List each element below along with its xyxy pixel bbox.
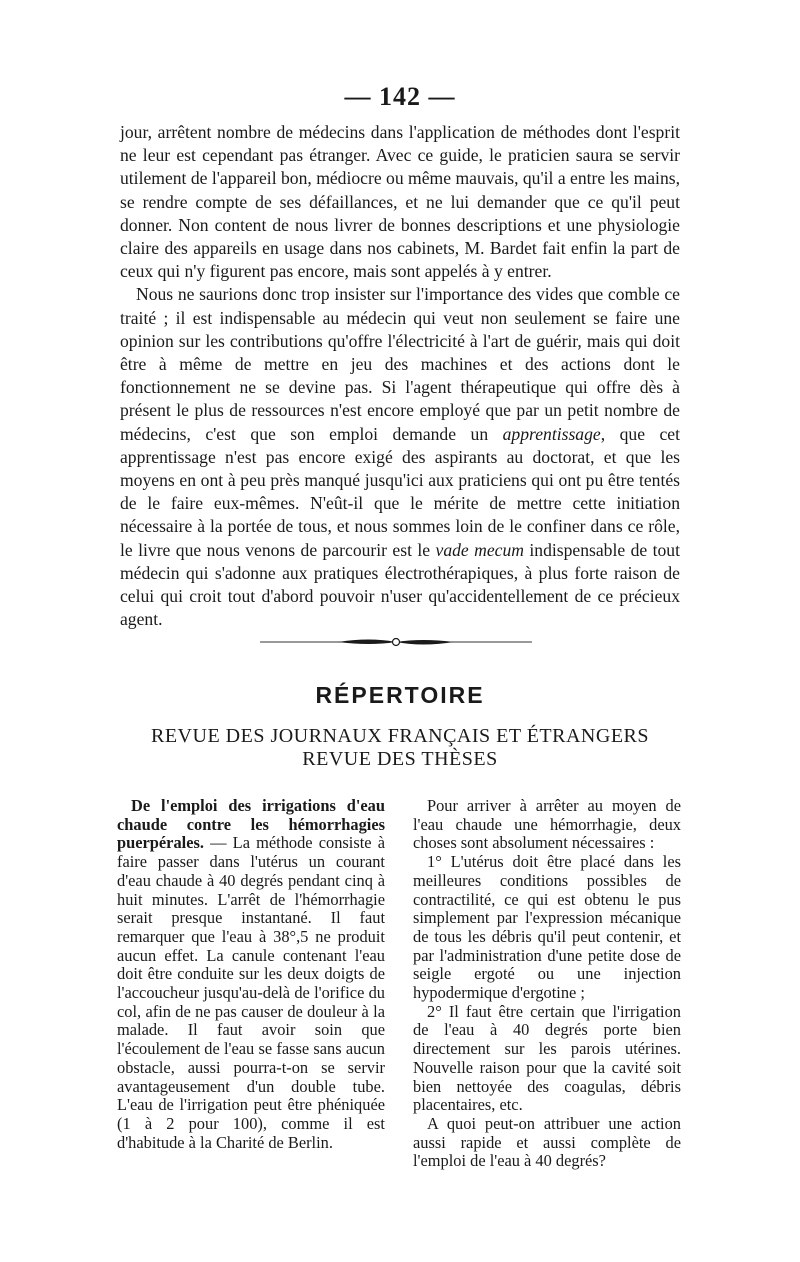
intro-paragraph-1: jour, arrêtent nombre de médecins dans l'application de méthodes dont l'esprit ne leur est cependant pas étranger. Avec ce guide, le praticien saura se servir utilement de l'appareil bon, médiocre ou même mauvais, qu'il a entre les mains, se rendre compte de ses défaillances, et ne lui demander que ce qu'il peut donner. Non content de nous livrer de bonnes descriptions et une physiologie claire des appareils en usage dans nos cabinets, M. Bardet fait enfin la part de ceux qui n'y figurent pas encore, mais sont appelés à y entrer.	[120, 122, 680, 282]
article-right-paragraph-4: A quoi peut-on attribuer une action aussi rapide et aussi complète de l'emploi de l'eau à 40 degrés?	[413, 1113, 681, 1171]
article-opening-paragraph	[117, 797, 385, 1152]
intro-text	[120, 121, 680, 631]
repertoire-title: RÉPERTOIRE	[315, 682, 485, 708]
intro-p2-emphasis-vade-mecum: vade mecum	[435, 539, 524, 560]
intro-p2-part-a: Nous ne saurions donc trop insister sur l'importance des vides que comble ce traité ; il est indispensable au médecin qui veut non seulement se faire une opinion sur les contributions qu'offre l'électricité à l'art de guérir, mais qui doit être à même de mettre en jeu des machines et des actions dont le fonctionnement ne se devine pas. Si l'agent thérapeutique qui offre dès à présent le plus de ressources n'est encore employé que par un petit nombre de médecins, c'est que son emploi demande un	[120, 284, 680, 444]
ornament-divider	[260, 636, 532, 648]
article-title: De l'emploi des irrigations d'eau chaude contre les hémorrhagies puerpérales.	[117, 796, 385, 853]
intro-p2-part-b: , que cet apprentissage n'est pas encore exigé des aspirants au doctorat, et que les moyens en ont à peu près manqué jusqu'ici aux praticiens qui ont pu être tentés de le faire eux-mêmes. N'eût-il que le mérite de mettre cette initiation nécessaire à la portée de tous, et nous sommes loin de le confiner dans ce rôle, le livre que nous venons de parcourir est le	[120, 423, 680, 560]
repertoire-subtitle-journals: REVUE DES JOURNAUX FRANÇAIS ET ÉTRANGERS	[151, 725, 649, 747]
article-right-paragraph-2: 1° L'utérus doit être placé dans les meilleures conditions possibles de contractilité, ce qui est obtenu le pus simplement par l'expression mécanique de tous les débris qu'il peut contenir, et par l'administration d'une petite dose de seigle ergoté ou une injection hypodermique d'ergotine ;	[413, 852, 681, 1003]
article-right-column	[413, 797, 681, 1171]
article-left-column	[117, 797, 385, 1152]
page-number: — 142 —	[344, 82, 456, 111]
article-right-paragraph-1: Pour arriver à arrêter au moyen de l'eau chaude une hémorrhagie, deux choses sont absolument nécessaires :	[413, 796, 681, 853]
article-left-text: — La méthode consiste à faire passer dans l'utérus un courant d'eau chaude à 40 degrés pendant cinq à huit minutes. L'arrêt de l'hémorrhagie serait presque instantané. Il faut remarquer que l'eau à 38°,5 ne produit aucun effet. La canule contenant l'eau doit être conduite sur les deux doigts de l'accoucheur jusqu'au-delà de l'orifice du col, afin de ne pas causer de douleur à la malade. Il faut avoir soin que l'écoulement de l'eau se fasse sans aucun obstacle, aussi pourra-t-on se servir avantageusement d'un double tube. L'eau de l'irrigation peut être phéniquée (1 à 2 pour 100), comme il est d'habitude à la Charité de Berlin.	[117, 833, 385, 1152]
repertoire-subtitle-theses: REVUE DES THÈSES	[302, 748, 498, 770]
article-right-paragraph-3: 2° Il faut être certain que l'irrigation de l'eau à 40 degrés porte bien directement sur les parois utérines. Nouvelle raison pour que la cavité soit bien nettoyée des coagulas, débris placentaires, etc.	[413, 1001, 681, 1115]
intro-paragraph-2	[120, 283, 680, 631]
intro-p2-emphasis-apprentissage: apprentissage	[502, 423, 601, 444]
intro-p2-part-c: indispensable de tout médecin qui s'adonne aux pratiques électrothérapiques, à plus forte raison de celui qui croit tout d'abord pouvoir n'user qu'accidentellement de ce précieux agent.	[120, 539, 680, 630]
